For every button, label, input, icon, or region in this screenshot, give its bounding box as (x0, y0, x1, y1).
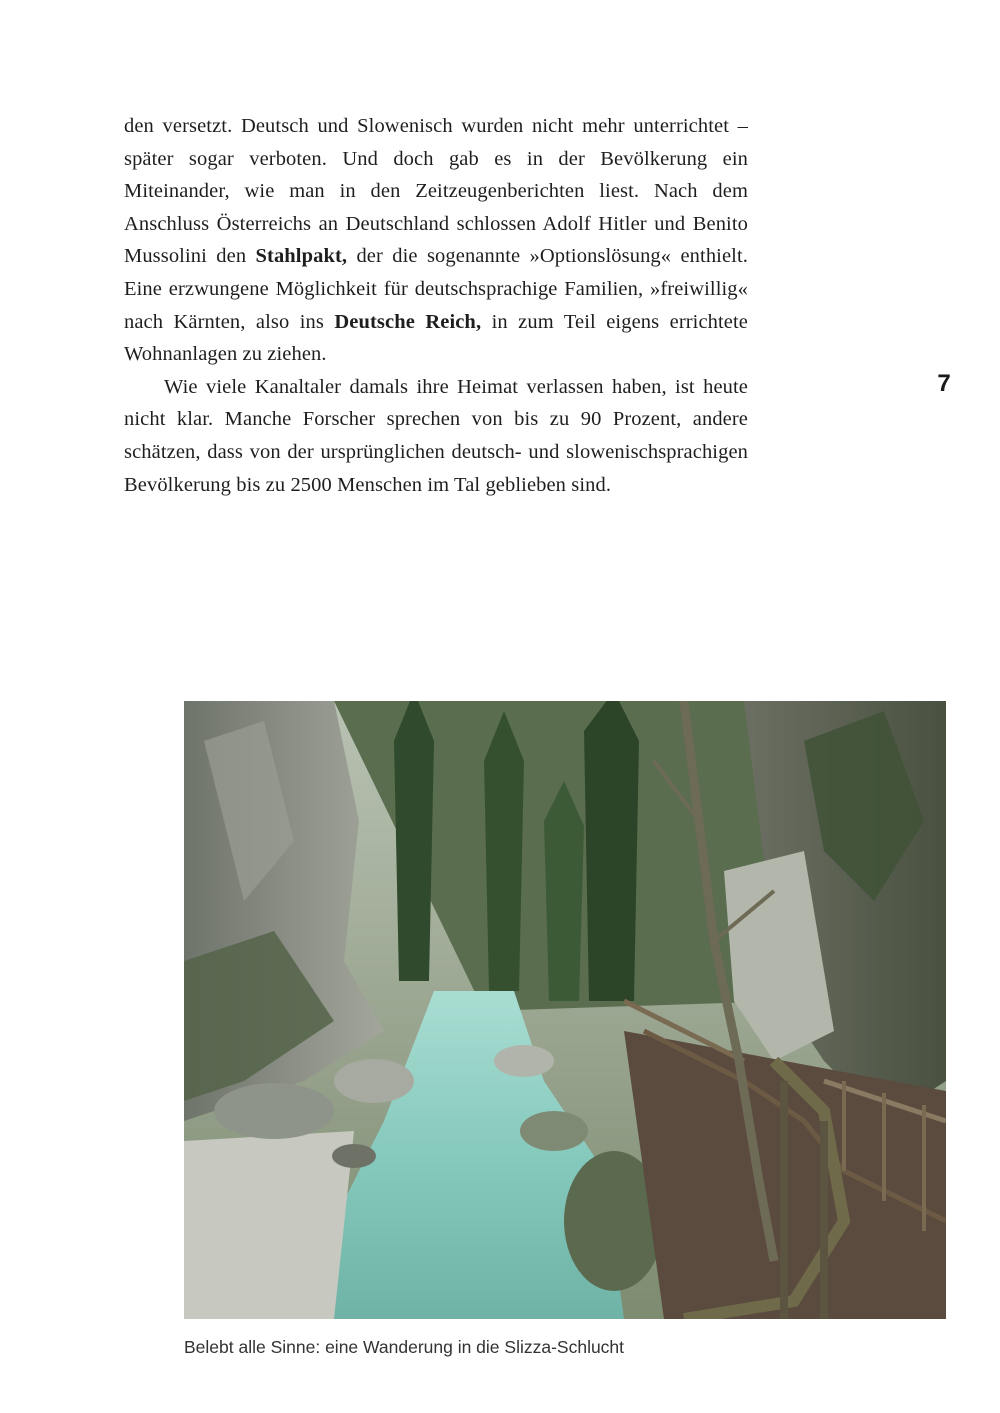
paragraph-1-part-3: in zum Teil eigens errichtete Wohnanlagen zu ziehen. (124, 310, 749, 366)
body-text (124, 110, 748, 501)
gorge-illustration (184, 701, 946, 1319)
paragraph-2: Wie viele Kanaltaler damals ihre Heimat verlassen haben, ist heute nicht klar. Manche Forscher sprechen von bis zu 90 Prozent, andere schätzen, dass von der ursprünglichen deutsch- und slowenischsprachigen Bevölkerung bis zu 2500 Menschen im Tal geblieben sind. (124, 375, 748, 496)
gorge-photo (184, 701, 946, 1319)
photo-caption: Belebt alle Sinne: eine Wanderung in die Slizza-Schlucht (184, 1337, 625, 1357)
paragraph-1-part-2: der die sogenannte »Optionslösung« enthielt. Eine erzwungene Möglichkeit für deutschsprachige Familien, »freiwillig« nach Kärnten, also ins (124, 245, 748, 333)
term-deutsche-reich: Deutsche Reich, (334, 310, 482, 333)
paragraph-1-part-1: den versetzt. Deutsch und Slowenisch wurden nicht mehr unterrichtet – später sogar verboten. Und doch gab es in der Bevölkerung ein Miteinander, wie man in den Zeitzeugenberichten liest. Nach dem Anschluss Österreichs an Deutschland schlossen Adolf Hitler und Benito Mussolini den (124, 115, 748, 268)
term-stahlpakt: Stahlpakt, (255, 245, 348, 268)
page-number: 7 (937, 370, 951, 397)
paragraph-1 (124, 110, 748, 371)
